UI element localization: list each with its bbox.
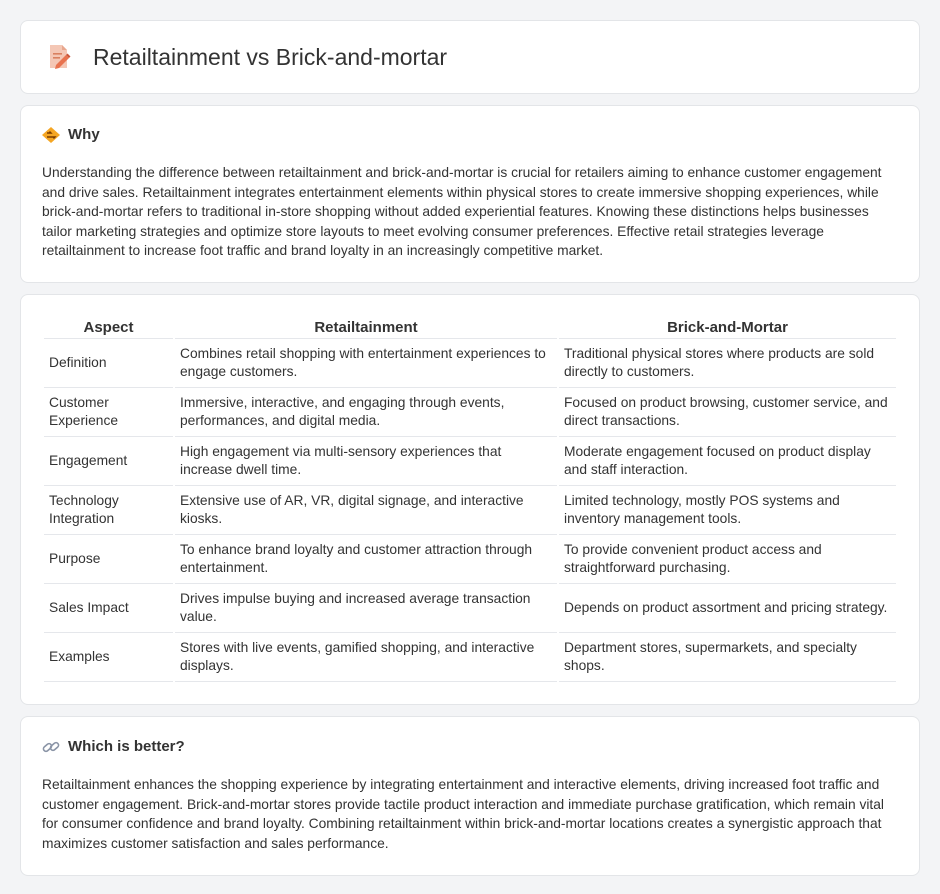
brick-and-mortar-cell: Depends on product assortment and pricing strategy.: [559, 584, 896, 633]
brick-and-mortar-cell: Traditional physical stores where products are sold directly to customers.: [559, 339, 896, 388]
brick-and-mortar-cell: Moderate engagement focused on product display and staff interaction.: [559, 437, 896, 486]
better-text: Retailtainment enhances the shopping experience by integrating entertainment and interactive elements, driving increased foot traffic and customer engagement. Brick-and-mortar stores provide tactile product interaction and immediate purchase gratification, which remain vital for consumer confidence and brand loyalty. Combining retailtainment within brick-and-mortar locations creates a synergistic approach that maximizes customer satisfaction and sales performance.: [42, 777, 885, 851]
brick-and-mortar-cell: Department stores, supermarkets, and specialty shops.: [559, 633, 896, 682]
brick-and-mortar-cell: Limited technology, mostly POS systems and inventory management tools.: [559, 486, 896, 535]
road-sign-icon: [42, 127, 60, 143]
table-row: [44, 633, 896, 682]
better-heading: [42, 738, 899, 755]
brick-and-mortar-cell: To provide convenient product access and straightforward purchasing.: [559, 535, 896, 584]
aspect-cell: Technology Integration: [44, 486, 173, 535]
retailtainment-cell: To enhance brand loyalty and customer attraction through entertainment.: [175, 535, 557, 584]
header-aspect: Aspect: [44, 315, 173, 339]
header-card: [20, 20, 920, 94]
aspect-cell: Purpose: [44, 535, 173, 584]
better-heading-label: Which is better?: [68, 738, 185, 755]
table-row: [44, 584, 896, 633]
aspect-cell: Sales Impact: [44, 584, 173, 633]
table-row: [44, 437, 896, 486]
retailtainment-cell: Extensive use of AR, VR, digital signage, and interactive kiosks.: [175, 486, 557, 535]
header-brick-and-mortar: Brick-and-Mortar: [559, 315, 896, 339]
aspect-cell: Definition: [44, 339, 173, 388]
which-is-better-section: [20, 716, 920, 876]
table-row: [44, 486, 896, 535]
retailtainment-cell: Combines retail shopping with entertainment experiences to engage customers.: [175, 339, 557, 388]
header-retailtainment: Retailtainment: [175, 315, 557, 339]
table-row: [44, 535, 896, 584]
retailtainment-cell: Immersive, interactive, and engaging through events, performances, and digital media.: [175, 388, 557, 437]
retailtainment-cell: Drives impulse buying and increased average transaction value.: [175, 584, 557, 633]
document-edit-icon: [47, 44, 71, 70]
aspect-cell: Customer Experience: [44, 388, 173, 437]
brick-and-mortar-cell: Focused on product browsing, customer service, and direct transactions.: [559, 388, 896, 437]
table-header-row: [44, 315, 896, 339]
why-text: Understanding the difference between retailtainment and brick-and-mortar is crucial for retailers aiming to enhance customer engagement and drive sales. Retailtainment integrates entertainment elements within physical stores to create immersive shopping experiences, while brick-and-mortar refers to traditional in-store shopping without added experiential features. Knowing these distinctions helps businesses tailor marketing strategies and optimize store layouts to meet evolving consumer preferences. Effective retail strategies leverage retailtainment to increase foot traffic and brand loyalty in an increasingly competitive market.: [42, 165, 882, 258]
retailtainment-cell: Stores with live events, gamified shopping, and interactive displays.: [175, 633, 557, 682]
retailtainment-cell: High engagement via multi-sensory experiences that increase dwell time.: [175, 437, 557, 486]
aspect-cell: Examples: [44, 633, 173, 682]
comparison-table: [42, 315, 898, 682]
aspect-cell: Engagement: [44, 437, 173, 486]
why-heading: [42, 126, 899, 143]
link-icon: [42, 739, 60, 755]
why-section: [20, 105, 920, 283]
why-heading-label: Why: [68, 126, 100, 143]
table-row: [44, 388, 896, 437]
table-row: [44, 339, 896, 388]
comparison-table-card: [20, 294, 920, 705]
page-title: Retailtainment vs Brick-and-mortar: [93, 43, 448, 70]
